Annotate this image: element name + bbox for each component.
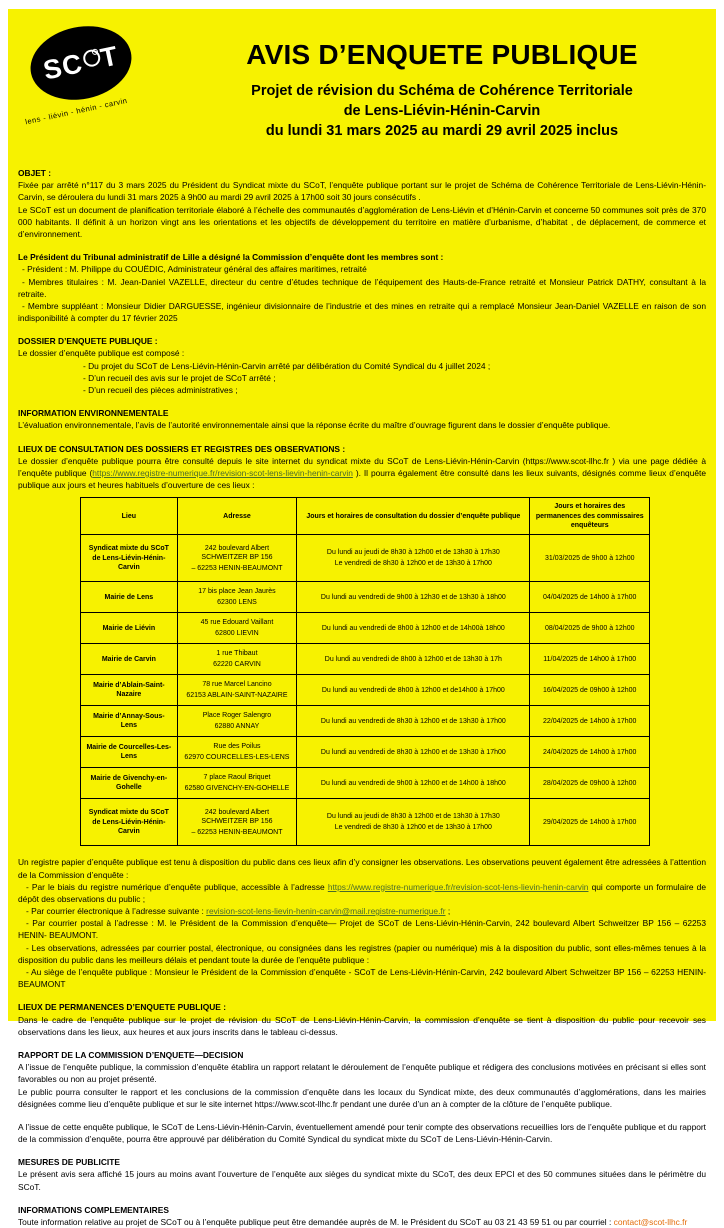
hours-line-2: Le vendredi de 8h30 à 12h00 et de 13h30 à 17h00 (334, 559, 492, 567)
infos-heading: INFORMATIONS COMPLEMENTAIRES (18, 1204, 169, 1215)
cell-consultation: Du lundi au vendredi de 9h00 à 12h00 et de 14h00 à 18h00 (297, 768, 530, 799)
table-row (81, 799, 650, 846)
registre-item-2-after: ; (445, 906, 451, 917)
adresse-line-1: 78 rue Marcel Lancino (202, 681, 272, 689)
lieux-consultation-heading: LIEUX DE CONSULTATION DES DOSSIERS ET REGISTRES DES OBSERVATIONS : (18, 443, 346, 454)
adresse-line-2: 62153 ABLAIN-SAINT-NAZAIRE (186, 691, 288, 699)
section-publicite (18, 1156, 706, 1193)
section-rapport (18, 1049, 706, 1145)
cell-lieu: Mairie de Lens (81, 582, 178, 613)
registre-item-postal: - Par courrier postal à l’adresse : M. le Président de la Commission d’enquête— Projet de SCoT de Lens-Liévin-Hénin-Carvin, 242 boulevard Albert Schweitzer BP 156 – 62253 HENIN- BEAUMONT. (18, 918, 706, 941)
cell-consultation: Du lundi au vendredi de 9h00 à 12h30 et de 13h30 à 18h00 (297, 582, 530, 613)
dossier-intro: Le dossier d’enquête publique est composé : (18, 348, 185, 359)
lieux-consultation-text-before: Le dossier d’enquête publique pourra être consulté depuis le site internet du syndicat mixte du SCoT de Lens-Liévin-Hénin-Carvin (https://www.scot-llhc.fr ) via une page dédiée à l’enquête publique ( (18, 455, 706, 478)
commission-members-titulaires: - Membres titulaires : M. Jean-Daniel VAZELLE, directeur du centre d’études technique de l’équipement des Hauts-de-France retraité et Monsieur Patrick DATHY, consultant à la retraite. (18, 276, 706, 299)
table-row (81, 675, 650, 706)
table-row (81, 535, 650, 582)
cell-permanence: 11/04/2025 de 14h00 à 17h00 (530, 644, 650, 675)
adresse-line-2: 62300 LENS (217, 598, 257, 606)
table-header-adresse: Adresse (177, 498, 296, 535)
objet-paragraph-2: Le SCoT est un document de planification territoriale élaboré à l’échelle des communautés d’agglomération de Lens-Liévin et d’Hénin-Carvin et concerne 50 communes soit près de 370 000 habitants. Il définit à un horizon vingt ans les orientations et les objectifs de développement du territoire en matière d’urbanisme, d’habitat , de déplacement, de commerce et d’environnement. (18, 204, 706, 239)
adresse-line-2: 62880 ANNAY (214, 722, 260, 730)
cell-consultation: Du lundi au vendredi de 8h00 à 12h00 et de 14h00à 18h00 (297, 613, 530, 644)
contact-email-link[interactable]: contact@scot-llhc.fr (613, 1217, 688, 1227)
infos-text-before-email: Toute information relative au projet de SCoT ou à l’enquête publique peut être demandée auprès de M. le Président du SCoT au 03 21 43 59 51 ou par courriel : (18, 1217, 614, 1227)
table-row (81, 613, 650, 644)
scot-logo (24, 23, 138, 128)
permanences-text: Dans le cadre de l’enquête publique sur le projet de révision du SCoT de Lens-Liévin-Hénin-Carvin, la commission d’enquête se tient à disposition du public pour recevoir ses observations dans les lieux, aux heures et aux jours inscrits dans le tableau ci-dessus. (18, 1014, 706, 1037)
adresse-line-1: 17 bis place Jean Jaurès (198, 588, 276, 596)
dossier-item-1: - Du projet du SCoT de Lens-Liévin-Hénin-Carvin arrêté par délibération du Comité Syndical du 4 juillet 2024 ; (83, 360, 491, 371)
info-env-text: L’évaluation environnementale, l’avis de l’autorité environnementale ainsi que la réponse écrite du maître d’ouvrage figurent dans le dossier d’enquête publique. (18, 420, 611, 431)
table-header-row (81, 498, 650, 535)
cell-permanence: 28/04/2025 de 09h00 à 12h00 (530, 768, 650, 799)
cell-adresse (177, 737, 296, 768)
registre-item-courriel (18, 905, 706, 917)
dossier-heading: DOSSIER D’ENQUETE PUBLIQUE : (18, 336, 158, 347)
registre-numerique-link-2[interactable]: https://www.registre-numerique.fr/revision-scot-lens-lievin-henin-carvin (327, 881, 589, 892)
section-lieux-consultation (18, 443, 706, 492)
cell-consultation: Du lundi au vendredi de 8h30 à 12h00 et de 13h30 à 17h00 (297, 706, 530, 737)
registre-item-1-after: qui comporte un formulaire de dépôt des observations du public ; (18, 881, 706, 904)
publicite-heading: MESURES DE PUBLICITE (18, 1157, 120, 1168)
section-objet (18, 167, 706, 240)
adresse-line-2: – 62253 HENIN-BEAUMONT (191, 828, 283, 836)
cell-lieu: Mairie de Courcelles-Les-Lens (81, 737, 178, 768)
registre-item-1-before: - Par le biais du registre numérique d’enquête publique, accessible à l’adresse (26, 881, 328, 892)
adresse-line-1: 242 boulevard Albert SCHWEITZER BP 156 (201, 808, 273, 826)
hours-line-2: Le vendredi de 8h30 à 12h00 et de 13h30 à 17h00 (334, 823, 492, 831)
cell-permanence: 31/03/2025 de 9h00 à 12h00 (530, 535, 650, 582)
section-infos-complementaires (18, 1204, 706, 1228)
registre-item-2-before: - Par courrier électronique à l’adresse suivante : (26, 906, 207, 917)
cell-adresse (177, 582, 296, 613)
table-row (81, 582, 650, 613)
adresse-line-1: Place Roger Salengro (202, 712, 272, 720)
consultation-table (80, 497, 650, 846)
subtitle-line-1: Projet de révision du Schéma de Cohérence Territoriale (251, 83, 633, 99)
header (18, 9, 706, 167)
cell-consultation (297, 535, 530, 582)
table-row (81, 737, 650, 768)
lieux-consultation-text (18, 455, 706, 492)
commission-member-suppleant: - Membre suppléant : Monsieur Didier DARGUESSE, ingénieur divisionnaire de l’industrie et des mines en retraite qui a remplacé Monsieur Jean-Daniel VAZELLE en raison de son indisponibilité à compter du 17 février 2025 (18, 300, 706, 324)
registre-item-observations: - Les observations, adressées par courrier postal, électronique, ou consignées dans les registres (papier ou numérique) mis à la disposition du public, sont elles-mêmes tenues à la disposition du public dans les meilleurs délais et pendant toute la durée de l’enquête publique : (18, 942, 706, 965)
scot-logo-tagline: lens - liévin - hénin - carvin (24, 95, 129, 127)
hours-line-1: Du lundi au jeudi de 8h30 à 12h00 et de 13h30 à 17h30 (326, 549, 500, 557)
lieux-consultation-text-after: ). Il pourra également être consulté dans les lieux suivants, désignés comme lieux d’enquête publique aux jours et heures habituels d’ouverture de ces lieux : (18, 467, 706, 491)
page-title: AVIS D’ENQUETE PUBLIQUE (246, 39, 638, 70)
adresse-line-1: 1 rue Thibaut (216, 650, 258, 658)
section-permanences (18, 1001, 706, 1038)
section-commission (18, 251, 706, 324)
scot-logo-o-icon (81, 48, 101, 68)
rapport-paragraph-3: A l’issue de cette enquête publique, le SCoT de Lens-Liévin-Hénin-Carvin, éventuellement amendé pour tenir compte des observations recueillies lors de l’enquête publique et du rapport de la commission d’enquête, pourra être approuvé par délibération du Comité Syndical du syndicat mixte du SCoT de Lens-Liévin-Hénin-Carvin. (18, 1121, 706, 1145)
adresse-line-2: 62800 LIEVIN (215, 629, 259, 637)
commission-member-president: - Président : M. Philippe du COUËDIC, Administrateur général des affaires maritimes, retraité (22, 264, 367, 275)
objet-paragraph-1: Fixée par arrêté n°117 du 3 mars 2025 du Président du Syndicat mixte du SCoT, l’enquête publique portant sur le projet de Schéma de Cohérence Territoriale de Lens-Liévin-Hénin-Carvin, se déroulera du lundi 31 mars 2025 à 9h00 au mardi 29 avril 2025 à 17h00 soit 30 jours consécutifs . (18, 180, 706, 203)
notice-body (18, 167, 706, 1228)
registre-item-siege: - Au siège de l’enquête publique : Monsieur le Président de la Commission d’enquête - SCoT de Lens-Liévin-Hénin-Carvin, 242 boulevard Albert Schweitzer BP 156 – 62253 HENIN-BEAUMONT (18, 967, 706, 990)
section-registre (18, 856, 706, 990)
section-information-environnementale (18, 407, 706, 431)
cell-permanence: 24/04/2025 de 14h00 à 17h00 (530, 737, 650, 768)
infos-text (18, 1216, 706, 1228)
info-env-heading: INFORMATION ENVIRONNEMENTALE (18, 408, 169, 419)
cell-consultation: Du lundi au vendredi de 8h30 à 12h00 et de 13h30 à 17h00 (297, 737, 530, 768)
cell-adresse (177, 768, 296, 799)
cell-permanence: 08/04/2025 de 9h00 à 12h00 (530, 613, 650, 644)
public-notice-poster (8, 9, 716, 1227)
header-text (178, 9, 706, 141)
adresse-line-1: 45 rue Edouard Vaillant (200, 619, 274, 627)
cell-adresse (177, 613, 296, 644)
cell-lieu: Mairie d’Ablain-Saint-Nazaire (81, 675, 178, 706)
adresse-line-2: – 62253 HENIN-BEAUMONT (191, 564, 283, 572)
subtitle-line-2: de Lens-Liévin-Hénin-Carvin (343, 103, 541, 119)
adresse-line-1: Rue des Poilus (213, 743, 261, 751)
cell-consultation (297, 799, 530, 846)
cell-lieu: Mairie d’Annay-Sous-Lens (81, 706, 178, 737)
cell-lieu: Mairie de Carvin (81, 644, 178, 675)
cell-adresse (177, 644, 296, 675)
adresse-line-2: 62220 CARVIN (213, 660, 261, 668)
adresse-line-2: 62970 COURCELLES-LES-LENS (184, 753, 290, 761)
registre-item-numerique (18, 881, 706, 905)
registre-email-link[interactable]: revision-scot-lens-lievin-henin-carvin@mail.registre-numerique.fr (206, 906, 446, 917)
commission-heading: Le Président du Tribunal administratif de Lille a désigné la Commission d’enquête dont les membres sont : (18, 252, 444, 263)
section-dossier (18, 335, 706, 396)
permanences-heading: LIEUX DE PERMANENCES D’ENQUETE PUBLIQUE : (18, 1002, 227, 1013)
dossier-item-3: - D’un recueil des pièces administratives ; (83, 385, 238, 395)
cell-adresse (177, 706, 296, 737)
cell-lieu: Mairie de Liévin (81, 613, 178, 644)
table-row (81, 644, 650, 675)
registre-numerique-link[interactable]: https://www.registre-numerique.fr/revision-scot-lens-lievin-henin-carvin (92, 467, 353, 478)
rapport-paragraph-2: Le public pourra consulter le rapport et les conclusions de la commission d’enquête dans les locaux du Syndicat mixte, des deux communautés d’agglomérations, dans les mairies désignées comme lieu d’enquête publique et sur le site internet https://www.scot-llhc.fr pendant une durée d’un an à compter de la clôture de l’enquête publique. (18, 1086, 706, 1109)
table-row (81, 768, 650, 799)
rapport-paragraph-1: A l’issue de l’enquête publique, la commission d’enquête établira un rapport relatant le déroulement de l’enquête publique et rédigera des conclusions motivées en précisant si elles sont favorables ou non au projet présenté. (18, 1062, 706, 1085)
scot-logo-ellipse (24, 17, 139, 109)
dossier-item-2: - D’un recueil des avis sur le projet de SCoT arrêté ; (83, 372, 276, 383)
cell-permanence: 16/04/2025 de 09h00 à 12h00 (530, 675, 650, 706)
publicite-text: Le présent avis sera affiché 15 jours au moins avant l’ouverture de l’enquête aux sièges du syndicat mixte du SCoT, des deux EPCI et des 50 communes situées dans le périmètre du SCoT. (18, 1169, 706, 1192)
table-row (81, 706, 650, 737)
subtitle-line-3: du lundi 31 mars 2025 au mardi 29 avril 2025 inclus (265, 123, 619, 139)
adresse-line-2: 62580 GIVENCHY-EN-GOHELLE (184, 784, 290, 792)
cell-lieu: Mairie de Givenchy-en-Gohelle (81, 768, 178, 799)
scot-logo-word: SC T (40, 39, 122, 86)
cell-adresse (177, 675, 296, 706)
rapport-heading: RAPPORT DE LA COMMISSION D’ENQUETE—DECISION (18, 1049, 244, 1060)
cell-permanence: 04/04/2025 de 14h00 à 17h00 (530, 582, 650, 613)
adresse-line-1: 242 boulevard Albert SCHWEITZER BP 156 (201, 544, 273, 562)
table-header-permanences: Jours et horaires des permanences des commissaires enquêteurs (530, 498, 650, 535)
cell-adresse (177, 799, 296, 846)
cell-permanence: 29/04/2025 de 14h00 à 17h00 (530, 799, 650, 846)
cell-consultation: Du lundi au vendredi de 8h00 à 12h00 et de 13h30 à 17h (297, 644, 530, 675)
registre-intro: Un registre papier d’enquête publique est tenu à disposition du public dans ces lieux afin d’y consigner les observations. Les observations peuvent également être adressées à l’attention de la Commission d’enquête : (18, 857, 706, 880)
table-header-consultation: Jours et horaires de consultation du dossier d’enquête publique (297, 498, 530, 535)
cell-lieu: Syndicat mixte du SCoT de Lens-Liévin-Hénin-Carvin (81, 535, 178, 582)
cell-lieu: Syndicat mixte du SCoT de Lens-Liévin-Hénin-Carvin (81, 799, 178, 846)
hours-line-1: Du lundi au jeudi de 8h30 à 12h00 et de 13h30 à 17h30 (326, 813, 500, 821)
cell-permanence: 22/04/2025 de 14h00 à 17h00 (530, 706, 650, 737)
cell-adresse (177, 535, 296, 582)
table-header-lieu: Lieu (81, 498, 178, 535)
objet-heading: OBJET : (18, 168, 52, 178)
adresse-line-1: 7 place Raoul Briquet (203, 774, 271, 782)
cell-consultation: Du lundi au vendredi de 8h00 à 12h00 et de14h00 à 17h00 (297, 675, 530, 706)
